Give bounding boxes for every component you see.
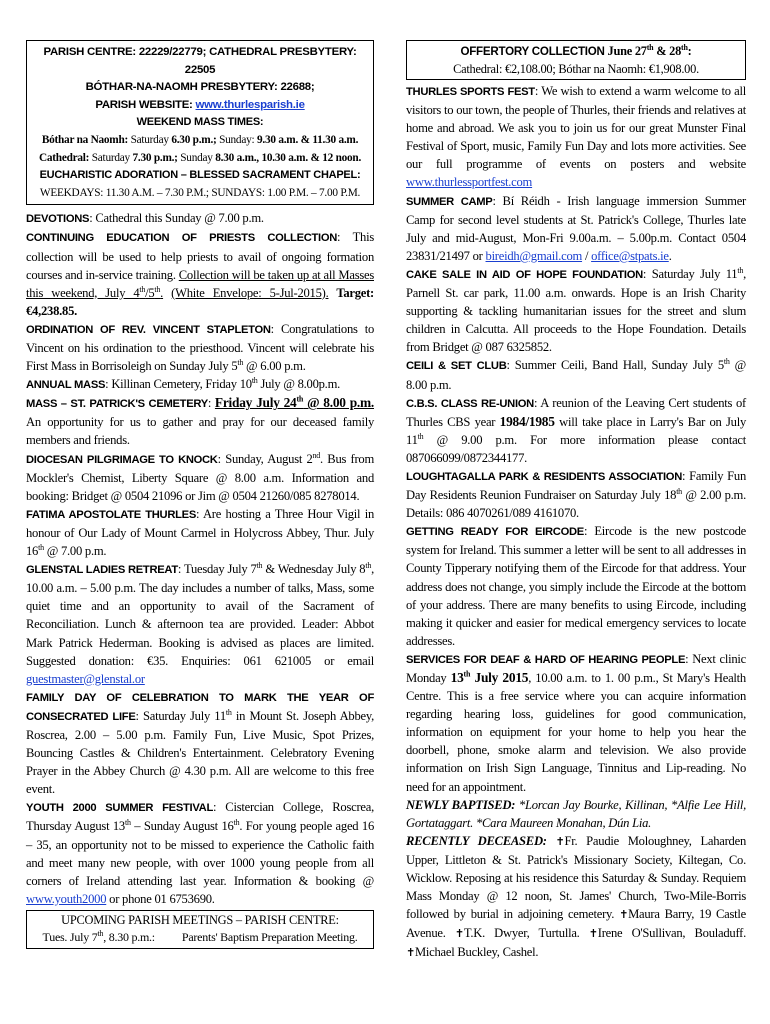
baptised-names: *Lorcan Jay Bourke, Killinan, *Alfie Lee Hill, Gortataggart. *Cara Maureen Monahan, Dún Lia. — [406, 797, 746, 830]
education-target: Target: €4,238.85. — [26, 285, 375, 318]
fatima-notice: FATIMA APOSTOLATE THURLES: Are hosting a Three Hour Vigil in honour of Our Lady of Mount Carmel in Holycross Abbey, Thur. July 16th @ 7.00 p.m. — [26, 506, 374, 559]
annual-mass-label: ANNUAL MASS — [26, 379, 106, 392]
offertory-title: OFFERTORY COLLECTION — [460, 45, 605, 58]
devotions-notice — [26, 209, 374, 228]
education-notice — [26, 228, 374, 319]
offertory-amounts: Cathedral: €2,108.00; Bóthar na Naomh: €1,908.00. — [453, 61, 699, 76]
cake-sale-notice: CAKE SALE IN AID OF HOPE FOUNDATION: Saturday July 11th, Parnell St. car park, 11.00 a.m. onwards. Hope is an Irish Charity supporting & tackling humanitarian issues for the street and slum children in Calcutta. All proceeds to the Hope Foundation. Details from Bridget @ 087 6325852. — [406, 265, 746, 355]
youth-festival-notice: YOUTH 2000 SUMMER FESTIVAL: Cistercian College, Roscrea, Thursday August 13th – Sunday August 16th. For young people aged 16 – 35, an opportunity not to be missed to experience the Catholic faith and meet many new people, with over 1000 young people from all corners of Ireland attending last year. Information & booking @ www.youth2000 or phone 01 6753690. — [26, 800, 374, 906]
cathedral-sat-time: 7.30 p.m.; — [132, 151, 178, 164]
education-label: CONTINUING EDUCATION OF PRIESTS COLLECTION — [26, 232, 338, 245]
deceased-label: RECENTLY DECEASED: — [406, 833, 547, 848]
meeting-row — [29, 929, 371, 946]
bothar-sat-time: 6.30 p.m.; — [171, 133, 217, 146]
cathedral-label: Cathedral: — [38, 151, 90, 164]
cbs-year: 1984/1985 — [499, 413, 555, 429]
glenstal-email-link[interactable]: guestmaster@glenstal.or — [26, 671, 145, 686]
bothar-sun: Sunday: — [216, 133, 257, 146]
bireidh-email-link[interactable]: bireidh@gmail.com — [485, 248, 583, 263]
loughtagalla-label: LOUGHTAGALLA PARK & RESIDENTS ASSOCIATION — [406, 470, 682, 483]
stpats-email-link[interactable]: office@stpats.ie — [591, 248, 669, 263]
sports-fest-label: THURLES SPORTS FEST — [406, 86, 535, 98]
parish-contact-box — [26, 40, 374, 205]
adoration-title: EUCHARISTIC ADORATION – BLESSED SACRAMENT CHAPEL: — [39, 169, 361, 182]
family-day-notice: FAMILY DAY OF CELEBRATION TO MARK THE YEAR OF CONSECRATED LIFE: Saturday July 11th in Mount St. Joseph Abbey, Roscrea, 2.00 – 5.00 p.m. Family Fun, Live Music, Spot Prizes, Bouncing Castles & Children's Entertainment. Celebratory Evening Prayer in the Abbey Church @ 4.30 p.m. All are welcome to this free event. — [26, 691, 374, 797]
cake-sale-label: CAKE SALE IN AID OF HOPE FOUNDATION — [406, 268, 643, 281]
left-column — [26, 40, 374, 949]
parish-centre-line: PARISH CENTRE: 22229/22779; CATHEDRAL PRESBYTERY: 22505 — [43, 46, 357, 76]
website-line — [29, 97, 371, 115]
bothar-sat: Saturday — [128, 133, 172, 146]
right-column — [406, 40, 746, 963]
cathedral-sun: Sunday — [177, 151, 216, 164]
cross-icon: ✝ — [555, 834, 565, 848]
parish-meetings-box — [26, 910, 374, 949]
bothar-sun-time: 9.30 a.m. & 11.30 a.m. — [256, 133, 359, 146]
ordination-label: ORDINATION OF REV. VINCENT STAPLETON — [26, 323, 271, 336]
presbytery-line: BÓTHAR-NA-NAOMH PRESBYTERY: 22688; — [85, 81, 315, 94]
eircode-notice: GETTING READY FOR EIRCODE: Eircode is the new postcode system for Ireland. This summer a letter will be sent to all addresses in County Tipperary notifying them of the Eircode for that address. Your address does not change, you simply include the Eircode at the bottom of your address. There are many benefits to using Eircode, including making it quicker and easier for medical emergency services to locate addresses. — [406, 524, 747, 648]
website-link[interactable]: www.thurlesparish.ie — [195, 98, 305, 111]
devotions-label: DEVOTIONS — [26, 213, 90, 226]
cathedral-sat: Saturday — [89, 151, 133, 164]
bothar-mass-times — [29, 132, 371, 150]
cbs-reunion-label: C.B.S. CLASS RE-UNION — [406, 397, 534, 410]
sports-fest-notice: THURLES SPORTS FEST: We wish to extend a warm welcome to all visitors to our town, the people of Thurles, their friends and relatives at home and abroad. We ask you to join us for our great Munster Final Festival of Sport, music, Family Fun Day and lots more activities. See our full programme of events on posters and website www.thurlessportfest.com — [406, 84, 746, 190]
ceili-label: CEILI & SET CLUB — [406, 360, 507, 373]
offertory-heading — [409, 43, 743, 61]
baptised-label: NEWLY BAPTISED: — [406, 797, 516, 812]
ceili-notice: CEILI & SET CLUB: Summer Ceili, Band Hall, Sunday July 5th @ 8.00 p.m. — [406, 357, 747, 392]
deceased-notice: RECENTLY DECEASED: ✝Fr. Paudie Moloughney, Laharden Upper, Littleton & St. Patrick's Missionary Society, Kiltegan, Co. Wicklow. Reposing at his residence this Saturday & Sunday. Requiem Mass Monday @ 12 noon, St. James' Church, Two-Mile-Borris followed by burial in adjoining cemetery. ✝Maura Barry, 19 Castle Avenue. ✝T.K. Dwyer, Turtulla. ✝Irene O'Sullivan, Bouladuff. ✝Michael Buckley, Cashel. — [406, 833, 747, 960]
meetings-title: UPCOMING PARISH MEETINGS – PARISH CENTRE: — [61, 912, 339, 927]
website-label: PARISH WEBSITE: — [95, 98, 196, 111]
deaf-clinic-date: 13th July 2015 — [450, 669, 529, 685]
cemetery-mass-notice: MASS – ST. PATRICK'S CEMETERY: Friday July 24th @ 8.00 p.m. An opportunity for us to gather and pray for our deceased family members and friends. — [26, 394, 375, 448]
deaf-services-notice: SERVICES FOR DEAF & HARD OF HEARING PEOPLE: Next clinic Monday 13th July 2015, 10.00 a.m. to 1. 00 p.m., St Mary's Health Centre. This is a free service where you can acquire information regarding hearing loss, guidelines for good communication, information on equipment for your home to help you hear the doorbell, phone, smoke alarm and television. We also provide information on Irish Sign Language, Tinnitus and Lip-reading. No need for an appointment. — [406, 651, 746, 794]
fatima-label: FATIMA APOSTOLATE THURLES — [26, 508, 196, 521]
sports-fest-link[interactable]: www.thurlessportfest.com — [406, 175, 533, 190]
summer-camp-notice: SUMMER CAMP: Bí Réidh - Irish language immersion Summer Camp for second level students at St. Patrick's College, Thurles late July and mid-August, Mon-Fri 9.00a.m. – 5.00p.m. Contact 0504 23831/21497 or bireidh@gmail.com / office@stpats.ie. — [406, 193, 746, 263]
loughtagalla-notice: LOUGHTAGALLA PARK & RESIDENTS ASSOCIATION: Family Fun Day Residents Reunion Fundraiser on Saturday July 18th @ 2.00 p.m. Details: 086 4070261/089 4161070. — [406, 468, 746, 521]
cemetery-mass-label: MASS – ST. PATRICK'S CEMETERY — [26, 398, 208, 411]
devotions-text: : Cathedral this Sunday @ 7.00 p.m. — [89, 211, 264, 226]
deaf-services-label: SERVICES FOR DEAF & HARD OF HEARING PEOPLE — [406, 653, 686, 666]
cbs-reunion-notice: C.B.S. CLASS RE-UNION: A reunion of the Leaving Cert students of Thurles CBS year 1984/1985 will take place in Larry's Bar on July 11th @ 9.00 p.m. For more information please contact 087066099/0872344177. — [406, 395, 747, 465]
cemetery-mass-date: Friday July 24th @ 8.00 p.m. — [214, 394, 375, 411]
family-day-label: FAMILY DAY OF CELEBRATION TO MARK THE YEAR OF CONSECRATED LIFE — [26, 691, 374, 723]
youth-festival-label: YOUTH 2000 SUMMER FESTIVAL — [26, 802, 213, 815]
education-collection: Collection will be taken up at all Masses this weekend, July 4th/5th. — [26, 267, 374, 300]
education-envelope: (White Envelope: 5-Jul-2015). — [171, 285, 329, 300]
youth2000-link[interactable]: www.youth2000 — [26, 891, 107, 906]
offertory-dates: June 27th & 28th: — [604, 42, 692, 58]
cathedral-mass-times — [29, 150, 371, 168]
knock-label: DIOCESAN PILGRIMAGE TO KNOCK — [26, 453, 218, 466]
glenstal-notice: GLENSTAL LADIES RETREAT: Tuesday July 7th & Wednesday July 8th, 10.00 a.m. – 5.00 p.m. The day includes a number of talks, Mass, some quiet time and an opportunity to avail of the Sacrament of Reconciliation. Lunch & afternoon tea are provided. Leader: Abbot Mark Patrick Hederman. Booking is advised as places are limited. Suggested donation: €35. Enquiries: 061 621005 or email guestmaster@glenstal.or — [26, 560, 374, 686]
baptised-notice — [406, 796, 746, 832]
bothar-label: Bóthar na Naomh: — [41, 133, 129, 146]
annual-mass-notice: ANNUAL MASS: Killinan Cemetery, Friday 10th July @ 8.00p.m. — [26, 376, 341, 392]
ordination-notice: ORDINATION OF REV. VINCENT STAPLETON: Congratulations to Vincent on his ordination to the priesthood. Vincent will celebrate his First Mass in Borrisoleigh on Sunday July 5th @ 6.00 p.m. — [26, 321, 375, 374]
meeting-event: Parents' Baptism Preparation Meeting. — [181, 929, 358, 944]
offertory-box — [406, 40, 746, 80]
eircode-label: GETTING READY FOR EIRCODE — [406, 526, 584, 539]
adoration-times: WEEKDAYS: 11.30 A.M. – 7.30 P.M.; SUNDAYS: 1.00 P.M. – 7.00 P.M. — [39, 186, 361, 199]
cross-icon: ✝ — [406, 946, 415, 960]
cathedral-sun-time: 8.30 a.m., 10.30 a.m. & 12 noon. — [215, 151, 362, 164]
meeting-date: Tues. July 7th, 8.30 p.m.: — [42, 928, 155, 944]
education-text: : This collection will be used to help priests to avail of ongoing formation courses and in-service training. — [26, 230, 374, 282]
glenstal-label: GLENSTAL LADIES RETREAT — [26, 564, 178, 577]
cross-icon: ✝ — [588, 927, 598, 941]
mass-times-title: WEEKEND MASS TIMES: — [136, 116, 264, 129]
cross-icon: ✝ — [619, 908, 629, 922]
cross-icon: ✝ — [454, 927, 464, 941]
knock-notice: DIOCESAN PILGRIMAGE TO KNOCK: Sunday, August 2nd. Bus from Mockler's Chemist, Liberty Square @ 8.00 a.m. Information and booking: Bridget @ 0504 21096 or Jim @ 0504 21260/085 8278014. — [26, 450, 375, 503]
summer-camp-label: SUMMER CAMP — [406, 195, 493, 208]
